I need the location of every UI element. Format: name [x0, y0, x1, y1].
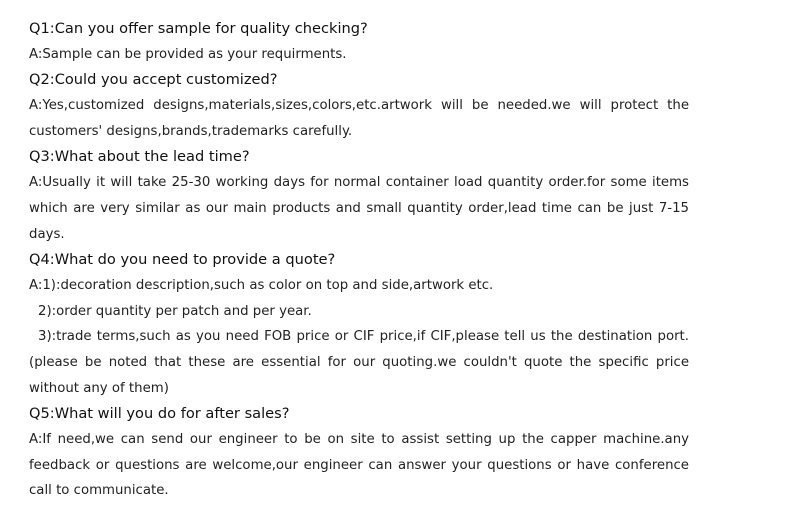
faq-answer-4-line-5: without any of them) [29, 380, 169, 396]
faq-question-2: Q2:Could you accept customized? [29, 71, 278, 89]
faq-question-5: Q5:What will you do for after sales? [29, 405, 290, 423]
faq-answer-4-line-4: (please be noted that these are essential for our quoting.we couldn't quote the specific price [29, 354, 689, 370]
faq-answer-5-line-2: feedback or questions are welcome,our engineer can answer your questions or have conference [29, 457, 689, 473]
faq-answer-3-line-2: which are very similar as our main products and small quantity order,lead time can be just 7-15 [29, 200, 689, 216]
faq-question-3: Q3:What about the lead time? [29, 148, 250, 166]
faq-answer-2-line-2: customers' designs,brands,trademarks carefully. [29, 123, 353, 139]
faq-answer-3-line-1: A:Usually it will take 25-30 working days for normal container load quantity order.for some items [29, 175, 689, 191]
faq-answer-4-line-2: 2):order quantity per patch and per year. [38, 303, 312, 319]
faq-question-1: Q1:Can you offer sample for quality checking? [29, 20, 368, 37]
faq-question-4: Q4:What do you need to provide a quote? [29, 251, 336, 269]
faq-answer-5-line-1: A:If need,we can send our engineer to be on site to assist setting up the capper machine.any [29, 432, 689, 447]
faq-answer-4-line-1: A:1):decoration description,such as color on top and side,artwork etc. [29, 277, 494, 293]
faq-answer-1-line-1: A:Sample can be provided as your requirments. [29, 46, 347, 62]
faq-answer-4-line-3: 3):trade terms,such as you need FOB price or CIF price,if CIF,please tell us the destination port. [38, 329, 689, 345]
faq-answer-5-line-3: call to communicate. [29, 483, 169, 499]
faq-answer-3-line-3: days. [29, 226, 65, 242]
faq-answer-2-line-1: A:Yes,customized designs,materials,sizes,colors,etc.artwork will be needed.we will protect the [29, 98, 689, 114]
faq-list [29, 16, 689, 504]
